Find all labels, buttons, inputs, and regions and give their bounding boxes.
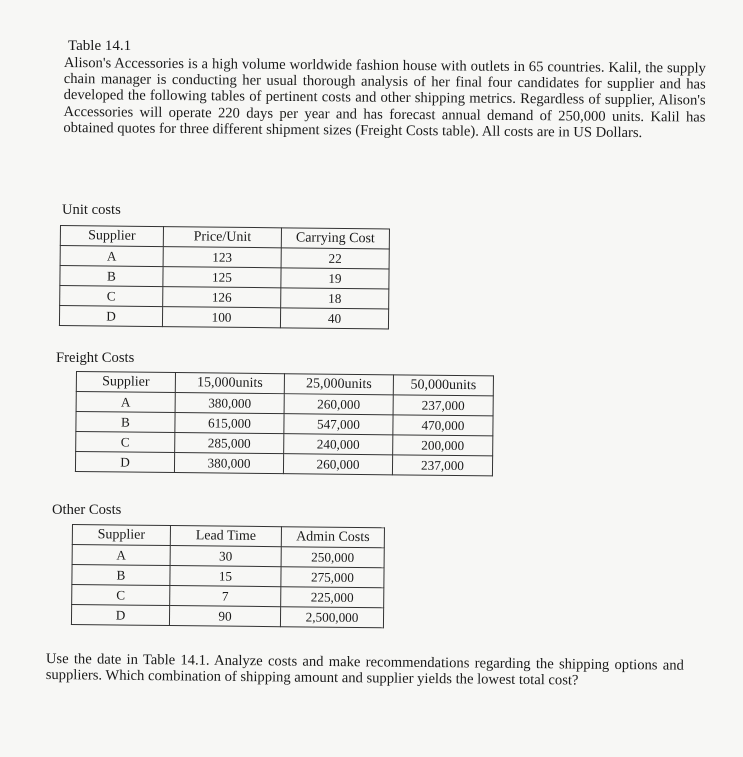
cell-supplier: B <box>60 266 163 287</box>
cell-supplier: D <box>71 605 169 626</box>
cell-lead-time: 15 <box>170 566 281 587</box>
header-25000-units: 25,000units <box>284 374 393 395</box>
cell-price: 123 <box>163 247 281 268</box>
cell-admin-costs: 2,500,000 <box>280 607 383 628</box>
cell-carrying: 40 <box>280 308 388 329</box>
cell-admin-costs: 225,000 <box>281 587 384 608</box>
cell-freight-15000: 285,000 <box>175 433 284 454</box>
table-row <box>75 452 492 476</box>
cell-supplier: A <box>60 246 163 267</box>
cell-supplier: C <box>76 432 175 453</box>
table-title: Table 14.1 <box>68 38 132 54</box>
unit-costs-label: Unit costs <box>62 202 121 218</box>
header-supplier: Supplier <box>60 226 163 247</box>
cell-supplier: C <box>60 286 163 307</box>
cell-carrying: 22 <box>281 248 389 269</box>
table-row <box>59 306 388 329</box>
cell-freight-50000: 200,000 <box>393 435 493 456</box>
cell-freight-50000: 237,000 <box>393 395 493 416</box>
header-lead-time: Lead Time <box>170 526 281 547</box>
header-price-unit: Price/Unit <box>163 227 281 248</box>
cell-freight-15000: 380,000 <box>175 393 284 414</box>
cell-carrying: 18 <box>281 288 389 309</box>
cell-price: 126 <box>163 287 281 308</box>
freight-costs-table <box>75 371 494 476</box>
other-costs-table <box>71 524 385 628</box>
cell-supplier: C <box>72 585 170 606</box>
cell-admin-costs: 250,000 <box>281 547 384 568</box>
header-50000-units: 50,000units <box>393 375 493 396</box>
cell-freight-25000: 547,000 <box>284 414 393 435</box>
cell-supplier: B <box>72 565 170 586</box>
header-supplier: Supplier <box>72 525 170 546</box>
cell-freight-50000: 237,000 <box>392 455 492 476</box>
unit-costs-table <box>59 225 390 329</box>
problem-paragraph: Alison's Accessories is a high volume worldwide fashion house with outlets in 65 countries. Kalil, the supply chain manager is conducting her usual thorough analysis of her final four candidates for supplier and has developed the following tables of pertinent costs and other shipping metrics. Regardless of supplier, Alison's Accessories will operate 220 days per year and has forecast annual demand of 250,000 units. Kalil has obtained quotes for three different shipment sizes (Freight Costs table). All costs are in US Dollars. <box>63 55 706 141</box>
cell-freight-15000: 615,000 <box>175 413 284 434</box>
cell-freight-50000: 470,000 <box>393 415 493 436</box>
header-carrying-cost: Carrying Cost <box>281 228 389 249</box>
cell-lead-time: 90 <box>169 606 280 627</box>
cell-carrying: 19 <box>281 268 389 289</box>
cell-lead-time: 30 <box>170 546 281 567</box>
header-admin-costs: Admin Costs <box>281 527 384 548</box>
cell-price: 100 <box>162 307 280 328</box>
cell-freight-15000: 380,000 <box>174 453 283 474</box>
cell-supplier: B <box>76 412 175 433</box>
cell-supplier: D <box>75 452 174 473</box>
cell-lead-time: 7 <box>170 586 281 607</box>
question-text: Use the date in Table 14.1. Analyze costs and make recommendations regarding the shipping options and suppliers. Which combination of shipping amount and supplier yields the lowest total cost? <box>45 651 684 689</box>
cell-supplier: D <box>59 306 162 327</box>
cell-freight-25000: 260,000 <box>284 394 393 415</box>
table-row <box>71 605 383 628</box>
cell-admin-costs: 275,000 <box>281 567 384 588</box>
cell-freight-25000: 240,000 <box>284 434 393 455</box>
header-supplier: Supplier <box>76 372 175 393</box>
cell-supplier: A <box>76 392 175 413</box>
cell-freight-25000: 260,000 <box>283 454 392 475</box>
other-costs-label: Other Costs <box>52 502 122 518</box>
cell-price: 125 <box>163 267 281 288</box>
cell-supplier: A <box>72 545 170 566</box>
header-15000-units: 15,000units <box>175 373 284 394</box>
freight-costs-label: Freight Costs <box>56 350 135 366</box>
